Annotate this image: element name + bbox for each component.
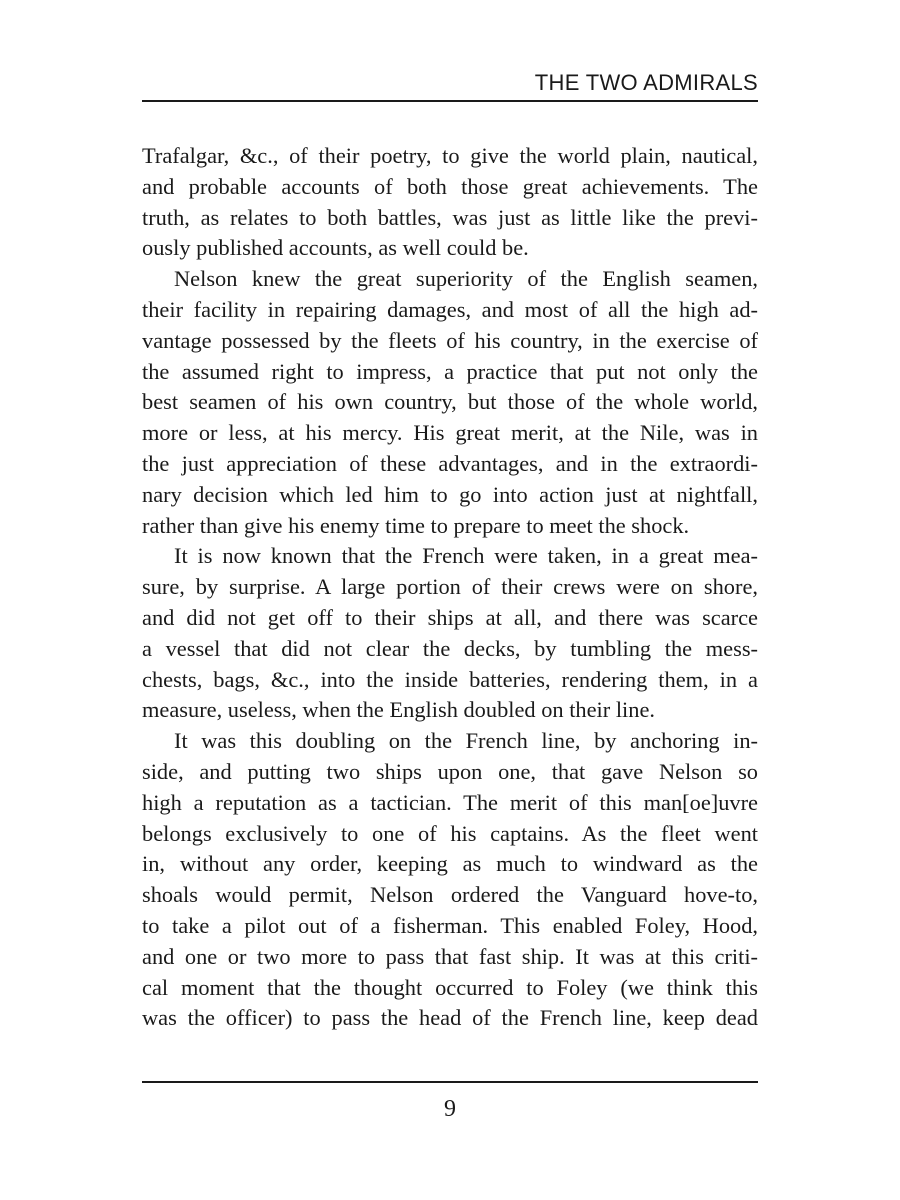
text-line: shoals would permit, Nelson ordered the Vanguard hove-to, [142,882,758,908]
text-line: sure, by surprise. A large portion of their crews were on shore, [142,574,758,600]
text-line: side, and putting two ships upon one, that gave Nelson so [142,758,758,784]
text-line: rather than give his enemy time to prepare to meet the shock. [142,512,690,538]
text-line: and one or two more to pass that fast ship. It was at this criti- [142,943,758,969]
text-line: belongs exclusively to one of his captains. As the fleet went [142,820,758,846]
text-line: to take a pilot out of a fisherman. This enabled Foley, Hood, [142,912,758,938]
text-line: chests, bags, &c., into the inside batteries, rendering them, in a [142,666,758,692]
text-line: Trafalgar, &c., of their poetry, to give the world plain, nautical, [142,143,758,168]
header-rule [142,100,758,102]
text-line: measure, useless, when the English doubled on their line. [142,697,656,723]
text-line: best seamen of his own country, but those of the whole world, [142,389,758,415]
footer-rule [142,1081,758,1083]
text-line: the assumed right to impress, a practice that put not only the [142,358,758,384]
text-line: Nelson knew the great superiority of the English seamen, [174,266,758,292]
text-line: high a reputation as a tactician. The merit of this man[oe]uvre [142,789,758,815]
text-line: It was this doubling on the French line, by anchoring in- [174,728,758,754]
page-number: 9 [444,1096,456,1122]
text-line: truth, as relates to both battles, was just as little like the previ- [142,204,758,230]
body-text [142,141,758,1034]
paragraph-2 [142,264,758,541]
text-line: nary decision which led him to go into action just at nightfall, [142,481,758,507]
text-line: was the officer) to pass the head of the French line, keep dead [142,1005,758,1031]
text-line: vantage possessed by the fleets of his country, in the exercise of [142,327,758,353]
text-line: cal moment that the thought occurred to Foley (we think this [142,974,758,1000]
paragraph-1 [142,141,758,264]
text-line: more or less, at his mercy. His great merit, at the Nile, was in [142,420,758,446]
text-line: and did not get off to their ships at all, and there was scarce [142,604,758,630]
text-line: and probable accounts of both those great achievements. The [142,173,758,199]
text-line: ously published accounts, as well could be. [142,235,529,261]
text-line: the just appreciation of these advantages, and in the extraordi- [142,450,758,476]
text-line: in, without any order, keeping as much to windward as the [142,851,758,877]
text-line: a vessel that did not clear the decks, by tumbling the mess- [142,635,758,661]
text-line: It is now known that the French were taken, in a great mea- [174,543,758,569]
paragraph-3 [142,541,758,726]
paragraph-4 [142,726,758,1034]
running-head-title: THE TWO ADMIRALS [534,70,758,95]
text-line: their facility in repairing damages, and most of all the high ad- [142,296,758,322]
